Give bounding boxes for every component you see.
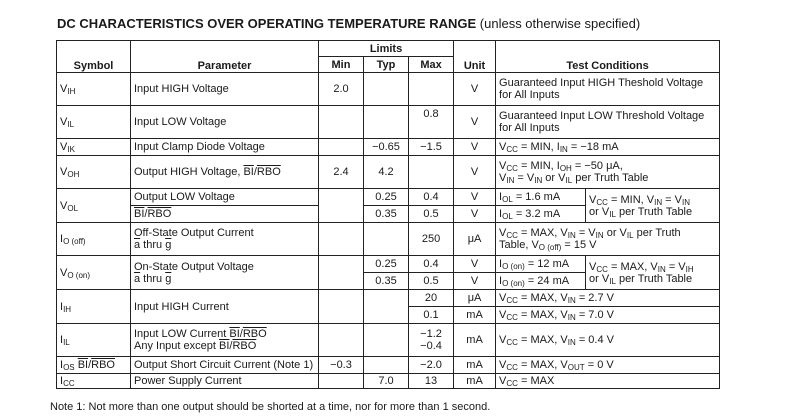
typ-cell (364, 106, 409, 139)
min-cell (319, 256, 364, 290)
condition-cell: $V_{CC}$ = MAX, $V_{IN} = 2.7$ V (496, 290, 720, 307)
parameter-cell: Input HIGH Current (131, 290, 319, 324)
symbol-cell: $V_{IL}$ (57, 106, 131, 139)
table-row (57, 223, 720, 256)
table-title-main: DC CHARACTERISTICS OVER OPERATING TEMPERATURE RANGE (57, 16, 477, 31)
header-max: Max (409, 57, 454, 73)
parameter-cell: Input HIGH Voltage (131, 73, 319, 106)
condition-cell: $V_{CC}$ = MAX, $V_{IN} = V_{IN}$ or $V_{IL}$ per Truth Table, $V_{O (off)} = 15$ V (496, 223, 720, 256)
typ-cell (364, 324, 409, 357)
symbol-cell: $V_{OL}$ (57, 189, 131, 223)
unit-cell: V (454, 106, 496, 139)
parameter-cell: Input LOW Current $\overline{BI}/\overline{RBO}$ Any Input except $\overline{BI}/\overline{RBO}$ (131, 324, 319, 357)
unit-cell: mA (454, 324, 496, 357)
parameter-cell: Off-State Output Current $\overline{a}$ thru $\overline{g}$ (131, 223, 319, 256)
unit-cell: V (454, 139, 496, 156)
symbol-cell: $I_{O (off)}$ (57, 223, 131, 256)
table-row (57, 139, 720, 156)
max-cell: 0.1 (409, 307, 454, 324)
shared-condition-cell: $V_{CC}$ = MIN, $V_{IN} = V_{IN}$ or $V_{IL}$ per Truth Table (586, 189, 720, 223)
parameter-cell: Input LOW Voltage (131, 106, 319, 139)
unit-cell: V (454, 273, 496, 290)
max-cell: 13 (409, 374, 454, 389)
min-cell (319, 139, 364, 156)
unit-cell: mA (454, 374, 496, 389)
table-row (57, 156, 720, 189)
symbol-cell: $I_{IL}$ (57, 324, 131, 357)
header-min: Min (319, 57, 364, 73)
max-cell: 0.5 (409, 206, 454, 223)
condition-cell: $I_{O (on)} = 24$ mA (496, 273, 586, 290)
parameter-cell: On-State Output Voltage $\overline{a}$ thru $\overline{g}$ (131, 256, 319, 290)
symbol-cell: $V_{IH}$ (57, 73, 131, 106)
typ-cell: 0.25 (364, 256, 409, 273)
typ-cell: 4.2 (364, 156, 409, 189)
unit-cell: V (454, 256, 496, 273)
max-cell: 0.4 (409, 256, 454, 273)
symbol-cell: $I_{IH}$ (57, 290, 131, 324)
condition-cell: $V_{CC}$ = MAX, $V_{IN} = 7.0$ V (496, 307, 720, 324)
header-limits: Limits (319, 41, 454, 57)
min-cell (319, 106, 364, 139)
typ-cell: 0.35 (364, 273, 409, 290)
condition-cell: $I_{OL} = 1.6$ mA (496, 189, 586, 206)
table-row (57, 374, 720, 389)
condition-cell: Guaranteed Input HIGH Theshold Voltage for All Inputs (496, 73, 720, 106)
table-row (57, 324, 720, 357)
condition-cell: $I_{OL} = 3.2$ mA (496, 206, 586, 223)
unit-cell: mA (454, 307, 496, 324)
unit-cell: mA (454, 357, 496, 374)
unit-cell: V (454, 189, 496, 206)
footnote: Note 1: Not more than one output should be shorted at a time, nor for more than 1 second. (50, 401, 491, 413)
table-row (57, 357, 720, 374)
header-symbol: Symbol (57, 41, 131, 73)
dc-characteristics-table (56, 40, 720, 389)
typ-cell (364, 73, 409, 106)
header-row-1 (57, 41, 720, 57)
typ-cell: −0.65 (364, 139, 409, 156)
max-cell: −1.2 −0.4 (409, 324, 454, 357)
header-test-conditions: Test Conditions (496, 41, 720, 73)
unit-cell: V (454, 73, 496, 106)
min-cell: 2.4 (319, 156, 364, 189)
parameter-cell: Output HIGH Voltage, $\overline{BI}/\overline{RBO}$ (131, 156, 319, 189)
max-cell: 0.8 (409, 106, 454, 139)
symbol-cell: $V_{OH}$ (57, 156, 131, 189)
unit-cell: V (454, 206, 496, 223)
unit-cell: μA (454, 290, 496, 307)
condition-cell: $V_{CC}$ = MIN, $I_{OH} = -50$ μA, $V_{IN} = V_{IN}$ or $V_{IL}$ per Truth Table (496, 156, 720, 189)
parameter-cell: $\overline{BI}/\overline{RBO}$ (131, 206, 319, 223)
min-cell (319, 189, 364, 223)
table-row (57, 189, 720, 206)
unit-cell: V (454, 156, 496, 189)
table-row (57, 106, 720, 139)
symbol-cell: $I_{CC}$ (57, 374, 131, 389)
typ-cell: 0.35 (364, 206, 409, 223)
max-cell: 0.4 (409, 189, 454, 206)
min-cell (319, 324, 364, 357)
min-cell (319, 374, 364, 389)
max-cell: 0.5 (409, 273, 454, 290)
parameter-cell: Output LOW Voltage (131, 189, 319, 206)
header-parameter: Parameter (131, 41, 319, 73)
parameter-cell: Input Clamp Diode Voltage (131, 139, 319, 156)
max-cell: −2.0 (409, 357, 454, 374)
typ-cell (364, 357, 409, 374)
symbol-cell: $I_{OS}$ $\overline{BI}/\overline{RBO}$ (57, 357, 131, 374)
table-row (57, 290, 720, 307)
condition-cell: $I_{O (on)} = 12$ mA (496, 256, 586, 273)
max-cell (409, 156, 454, 189)
unit-cell: μA (454, 223, 496, 256)
parameter-cell: Output Short Circuit Current (Note 1) (131, 357, 319, 374)
max-cell: 20 (409, 290, 454, 307)
typ-cell: 7.0 (364, 374, 409, 389)
min-cell (319, 290, 364, 324)
table-row (57, 256, 720, 273)
table-row (57, 73, 720, 106)
typ-cell: 0.25 (364, 189, 409, 206)
max-cell: −1.5 (409, 139, 454, 156)
typ-cell (364, 290, 409, 324)
header-typ: Typ (364, 57, 409, 73)
condition-cell: $V_{CC}$ = MAX, $V_{OUT} = 0$ V (496, 357, 720, 374)
condition-cell: $V_{CC}$ = MAX (496, 374, 720, 389)
parameter-cell: Power Supply Current (131, 374, 319, 389)
table-title (57, 16, 640, 31)
typ-cell (364, 223, 409, 256)
symbol-cell: $V_{IK}$ (57, 139, 131, 156)
condition-cell: $V_{CC}$ = MAX, $V_{IN} = 0.4$ V (496, 324, 720, 357)
symbol-cell: $V_{O (on)}$ (57, 256, 131, 290)
min-cell (319, 223, 364, 256)
max-cell: 250 (409, 223, 454, 256)
condition-cell: $V_{CC}$ = MIN, $I_{IN} = -18$ mA (496, 139, 720, 156)
min-cell: 2.0 (319, 73, 364, 106)
max-cell (409, 73, 454, 106)
header-unit: Unit (454, 41, 496, 73)
table-title-qualifier: (unless otherwise specified) (479, 16, 641, 31)
condition-cell: Guaranteed Input LOW Threshold Voltage for All Inputs (496, 106, 720, 139)
min-cell: −0.3 (319, 357, 364, 374)
shared-condition-cell: $V_{CC}$ = MAX, $V_{IN} = V_{IH}$ or $V_{IL}$ per Truth Table (586, 256, 720, 290)
